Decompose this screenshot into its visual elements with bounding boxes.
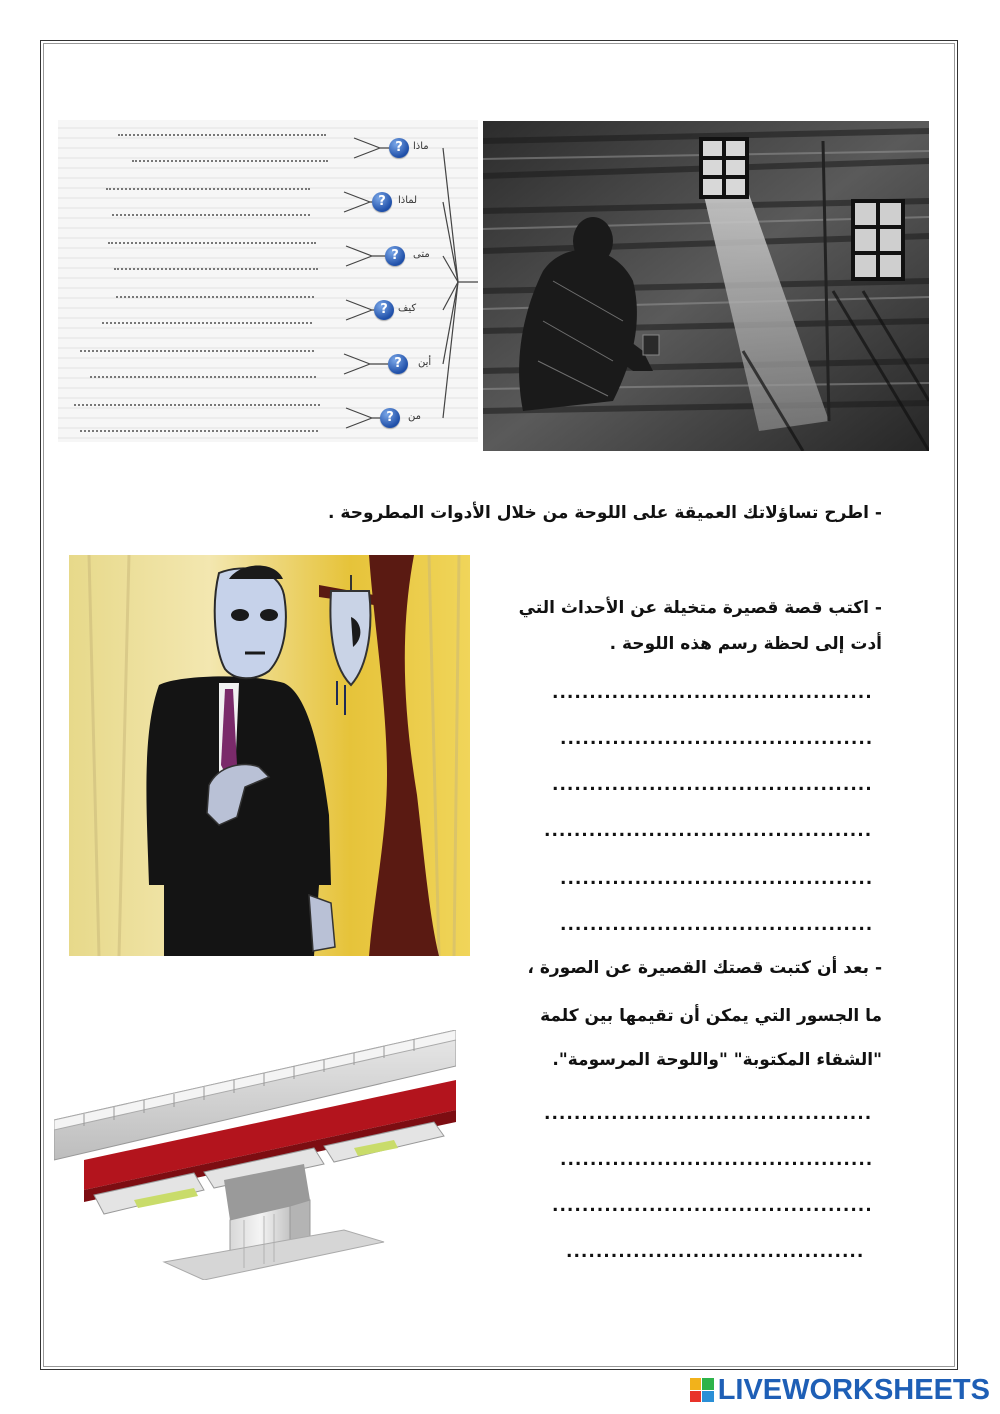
- question-mark-icon: ?: [389, 138, 409, 158]
- ink-painting-image: [483, 121, 929, 451]
- question-word: أين: [418, 357, 432, 368]
- answer-dots[interactable]: [80, 350, 314, 352]
- question-mark-icon: ?: [380, 408, 400, 428]
- instruction-3-line-3: "الشقاء المكتوبة" "واللوحة المرسومة".: [552, 1050, 882, 1070]
- bridge-answer-line[interactable]: ........................................: [566, 1242, 865, 1262]
- answer-dots[interactable]: [108, 242, 316, 244]
- answer-dots[interactable]: [114, 268, 318, 270]
- instruction-2-line-1: - اكتب قصة قصيرة متخيلة عن الأحداث التي: [518, 598, 882, 618]
- question-word: من: [408, 411, 421, 422]
- answer-dots[interactable]: [132, 160, 328, 162]
- answer-dots[interactable]: [112, 214, 310, 216]
- brand-name: LIVEWORKSHEETS: [717, 1373, 990, 1406]
- question-word: كيف: [398, 303, 417, 314]
- question-word: لماذا: [398, 195, 418, 206]
- instruction-2-line-2: أدت إلى لحظة رسم هذه اللوحة .: [609, 634, 882, 654]
- answer-dots[interactable]: [118, 134, 326, 136]
- question-word: متى: [413, 249, 430, 260]
- answer-dots[interactable]: [106, 188, 310, 190]
- answer-dots[interactable]: [102, 322, 312, 324]
- story-answer-line[interactable]: ..........................................: [560, 729, 874, 749]
- bridge-answer-line[interactable]: ............................................: [544, 1104, 873, 1124]
- masked-man-painting-image: [69, 555, 470, 956]
- story-answer-line[interactable]: ...........................................: [552, 683, 873, 703]
- questions-diagram: [58, 120, 478, 442]
- answer-dots[interactable]: [80, 430, 318, 432]
- instruction-3-line-1: - بعد أن كتبت قصتك القصيرة عن الصورة ،: [527, 958, 882, 978]
- question-word: ماذا: [413, 141, 429, 152]
- question-mark-icon: ?: [388, 354, 408, 374]
- diagram-connectors: [58, 120, 478, 442]
- brand-logo-icon: [690, 1378, 714, 1402]
- liveworksheets-logo[interactable]: [690, 1374, 990, 1406]
- answer-dots[interactable]: [90, 376, 316, 378]
- story-answer-line[interactable]: ..........................................: [560, 915, 874, 935]
- bridge-answer-line[interactable]: ..........................................: [560, 1150, 874, 1170]
- instruction-3-line-2: ما الجسور التي يمكن أن تقيمها بين كلمة: [540, 1006, 882, 1026]
- question-mark-icon: ?: [374, 300, 394, 320]
- instruction-1: - اطرح تساؤلاتك العميقة على اللوحة من خلال الأدوات المطروحة .: [328, 503, 882, 523]
- bridge-cross-section-image: [54, 1030, 456, 1280]
- story-answer-line[interactable]: ...........................................: [552, 775, 873, 795]
- bridge-answer-line[interactable]: ...........................................: [552, 1196, 873, 1216]
- story-answer-line[interactable]: ............................................: [544, 821, 873, 841]
- story-answer-line[interactable]: ..........................................: [560, 869, 874, 889]
- answer-dots[interactable]: [116, 296, 314, 298]
- answer-dots[interactable]: [74, 404, 320, 406]
- question-mark-icon: ?: [372, 192, 392, 212]
- question-mark-icon: ?: [385, 246, 405, 266]
